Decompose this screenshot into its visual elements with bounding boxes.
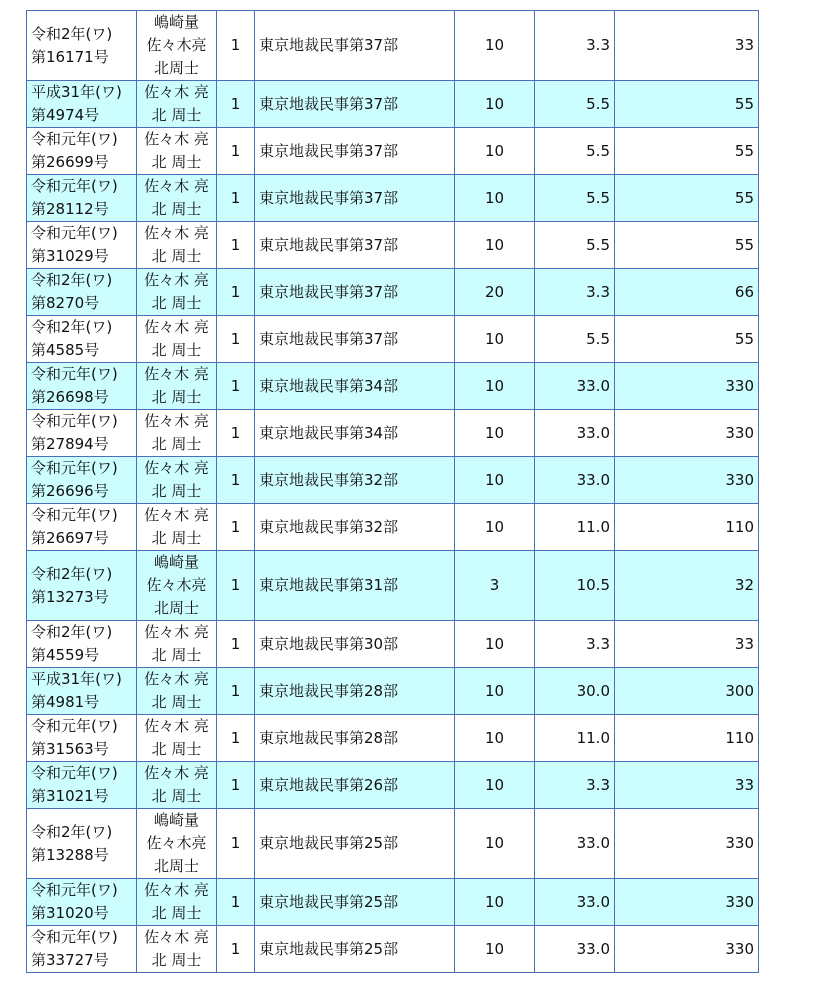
attorney-name: 佐々木亮	[146, 576, 207, 594]
attorney-name: 佐々木 亮	[144, 177, 209, 195]
case-table-body	[27, 11, 759, 973]
attorney-name: 北 周士	[151, 787, 202, 805]
case-number-cell	[27, 809, 137, 879]
table-row	[27, 363, 759, 410]
count-cell: 1	[217, 879, 255, 926]
court-cell: 東京地裁民事第37部	[255, 175, 455, 222]
case-number-cell	[27, 363, 137, 410]
amount-cell: 33.0	[535, 926, 615, 973]
attorneys-cell	[137, 175, 217, 222]
attorney-name: 佐々木 亮	[144, 130, 209, 148]
attorney-name: 佐々木 亮	[144, 318, 209, 336]
attorney-name: 北 周士	[151, 482, 202, 500]
court-cell: 東京地裁民事第37部	[255, 222, 455, 269]
plaintiffs-cell: 10	[455, 715, 535, 762]
case-era: 令和元年(ワ)	[31, 130, 118, 148]
attorney-name: 北 周士	[151, 529, 202, 547]
court-cell: 東京地裁民事第34部	[255, 410, 455, 457]
court-cell: 東京地裁民事第28部	[255, 668, 455, 715]
table-row	[27, 621, 759, 668]
table-row	[27, 457, 759, 504]
attorney-name: 北周士	[153, 599, 199, 617]
attorneys-cell	[137, 504, 217, 551]
plaintiffs-cell: 20	[455, 269, 535, 316]
case-number: 第13288号	[31, 845, 109, 864]
attorney-name: 佐々木 亮	[144, 365, 209, 383]
amount-cell: 11.0	[535, 504, 615, 551]
amount-cell: 33.0	[535, 879, 615, 926]
attorney-name: 佐々木 亮	[144, 670, 209, 688]
case-table	[26, 10, 759, 973]
table-row	[27, 128, 759, 175]
table-row	[27, 809, 759, 879]
table-row	[27, 879, 759, 926]
total-cell: 330	[615, 809, 759, 879]
case-number: 第31020号	[31, 904, 109, 922]
attorneys-cell	[137, 410, 217, 457]
court-cell: 東京地裁民事第32部	[255, 457, 455, 504]
case-number: 第8270号	[31, 294, 100, 312]
plaintiffs-cell: 10	[455, 363, 535, 410]
total-cell: 55	[615, 222, 759, 269]
case-era: 令和2年(ワ)	[31, 318, 113, 336]
table-row	[27, 551, 759, 621]
case-number-cell	[27, 11, 137, 81]
amount-cell: 33.0	[535, 363, 615, 410]
case-number: 第26698号	[31, 388, 109, 406]
plaintiffs-cell: 3	[455, 551, 535, 621]
attorney-name: 北 周士	[151, 693, 202, 711]
case-number-cell	[27, 879, 137, 926]
case-number-cell	[27, 316, 137, 363]
amount-cell: 5.5	[535, 222, 615, 269]
attorney-name: 佐々木 亮	[144, 928, 209, 946]
court-cell: 東京地裁民事第31部	[255, 551, 455, 621]
count-cell: 1	[217, 81, 255, 128]
attorneys-cell	[137, 457, 217, 504]
case-number-cell	[27, 762, 137, 809]
case-number: 第26699号	[31, 153, 109, 171]
attorney-name: 北周士	[153, 857, 199, 875]
plaintiffs-cell: 10	[455, 11, 535, 81]
count-cell: 1	[217, 410, 255, 457]
table-row	[27, 410, 759, 457]
attorney-name: 北 周士	[151, 153, 202, 171]
count-cell: 1	[217, 222, 255, 269]
case-era: 令和元年(ワ)	[31, 224, 118, 242]
case-number: 第13273号	[31, 587, 109, 606]
total-cell: 330	[615, 879, 759, 926]
attorney-name: 佐々木 亮	[144, 83, 209, 101]
count-cell: 1	[217, 316, 255, 363]
case-era: 令和元年(ワ)	[31, 506, 118, 524]
case-era: 令和2年(ワ)	[31, 564, 113, 583]
case-era: 令和元年(ワ)	[31, 928, 118, 946]
plaintiffs-cell: 10	[455, 316, 535, 363]
attorney-name: 佐々木 亮	[144, 412, 209, 430]
case-number-cell	[27, 621, 137, 668]
plaintiffs-cell: 10	[455, 762, 535, 809]
court-cell: 東京地裁民事第37部	[255, 81, 455, 128]
case-number-cell	[27, 410, 137, 457]
plaintiffs-cell: 10	[455, 926, 535, 973]
case-number: 第28112号	[31, 200, 109, 218]
attorneys-cell	[137, 879, 217, 926]
attorney-name: 嶋崎量	[153, 13, 199, 31]
court-cell: 東京地裁民事第26部	[255, 762, 455, 809]
attorney-name: 北 周士	[151, 247, 202, 265]
plaintiffs-cell: 10	[455, 809, 535, 879]
case-era: 令和元年(ワ)	[31, 459, 118, 477]
attorneys-cell	[137, 809, 217, 879]
court-cell: 東京地裁民事第30部	[255, 621, 455, 668]
total-cell: 330	[615, 926, 759, 973]
table-row	[27, 81, 759, 128]
case-number: 第16171号	[31, 47, 109, 66]
total-cell: 110	[615, 715, 759, 762]
attorneys-cell	[137, 762, 217, 809]
court-cell: 東京地裁民事第37部	[255, 11, 455, 81]
total-cell: 32	[615, 551, 759, 621]
attorneys-cell	[137, 316, 217, 363]
attorney-name: 佐々木 亮	[144, 764, 209, 782]
amount-cell: 33.0	[535, 457, 615, 504]
count-cell: 1	[217, 269, 255, 316]
attorney-name: 北 周士	[151, 646, 202, 664]
attorney-name: 佐々木亮	[146, 834, 207, 852]
case-number-cell	[27, 668, 137, 715]
attorneys-cell	[137, 11, 217, 81]
attorney-name: 嶋崎量	[153, 811, 199, 829]
case-number-cell	[27, 926, 137, 973]
table-row	[27, 11, 759, 81]
attorney-name: 佐々木 亮	[144, 506, 209, 524]
case-number-cell	[27, 504, 137, 551]
amount-cell: 5.5	[535, 81, 615, 128]
court-cell: 東京地裁民事第32部	[255, 504, 455, 551]
attorney-name: 嶋崎量	[153, 553, 199, 571]
case-era: 令和2年(ワ)	[31, 271, 113, 289]
plaintiffs-cell: 10	[455, 879, 535, 926]
attorney-name: 北 周士	[151, 200, 202, 218]
court-cell: 東京地裁民事第37部	[255, 269, 455, 316]
amount-cell: 33.0	[535, 809, 615, 879]
case-era: 令和2年(ワ)	[31, 623, 113, 641]
attorney-name: 佐々木 亮	[144, 224, 209, 242]
attorney-name: 佐々木 亮	[144, 623, 209, 641]
plaintiffs-cell: 10	[455, 128, 535, 175]
count-cell: 1	[217, 128, 255, 175]
count-cell: 1	[217, 175, 255, 222]
attorney-name: 北 周士	[151, 294, 202, 312]
case-era: 令和元年(ワ)	[31, 365, 118, 383]
case-number: 第26697号	[31, 529, 109, 547]
count-cell: 1	[217, 809, 255, 879]
attorneys-cell	[137, 222, 217, 269]
attorney-name: 佐々木 亮	[144, 717, 209, 735]
attorney-name: 北 周士	[151, 388, 202, 406]
attorneys-cell	[137, 621, 217, 668]
table-row	[27, 269, 759, 316]
count-cell: 1	[217, 457, 255, 504]
court-cell: 東京地裁民事第25部	[255, 809, 455, 879]
total-cell: 55	[615, 175, 759, 222]
attorney-name: 北 周士	[151, 740, 202, 758]
case-number: 第26696号	[31, 482, 109, 500]
total-cell: 55	[615, 316, 759, 363]
total-cell: 66	[615, 269, 759, 316]
attorney-name: 佐々木 亮	[144, 881, 209, 899]
amount-cell: 3.3	[535, 269, 615, 316]
count-cell: 1	[217, 621, 255, 668]
case-number: 第31029号	[31, 247, 109, 265]
total-cell: 33	[615, 762, 759, 809]
table-row	[27, 175, 759, 222]
case-number-cell	[27, 81, 137, 128]
plaintiffs-cell: 10	[455, 504, 535, 551]
case-number-cell	[27, 128, 137, 175]
case-era: 令和2年(ワ)	[31, 24, 113, 43]
table-row	[27, 926, 759, 973]
amount-cell: 3.3	[535, 762, 615, 809]
case-era: 令和元年(ワ)	[31, 764, 118, 782]
attorneys-cell	[137, 363, 217, 410]
total-cell: 55	[615, 128, 759, 175]
table-row	[27, 316, 759, 363]
attorney-name: 北周士	[153, 59, 199, 77]
case-number: 第4559号	[31, 646, 100, 664]
table-row	[27, 504, 759, 551]
attorneys-cell	[137, 128, 217, 175]
total-cell: 330	[615, 363, 759, 410]
court-cell: 東京地裁民事第37部	[255, 316, 455, 363]
total-cell: 33	[615, 11, 759, 81]
case-number: 第31563号	[31, 740, 109, 758]
case-era: 令和元年(ワ)	[31, 881, 118, 899]
case-number-cell	[27, 175, 137, 222]
court-cell: 東京地裁民事第28部	[255, 715, 455, 762]
attorney-name: 北 周士	[151, 951, 202, 969]
total-cell: 300	[615, 668, 759, 715]
court-cell: 東京地裁民事第34部	[255, 363, 455, 410]
amount-cell: 3.3	[535, 11, 615, 81]
plaintiffs-cell: 10	[455, 222, 535, 269]
plaintiffs-cell: 10	[455, 457, 535, 504]
case-number-cell	[27, 222, 137, 269]
attorneys-cell	[137, 715, 217, 762]
attorney-name: 北 周士	[151, 904, 202, 922]
case-number-cell	[27, 551, 137, 621]
attorney-name: 北 周士	[151, 435, 202, 453]
table-row	[27, 668, 759, 715]
attorney-name: 佐々木 亮	[144, 271, 209, 289]
count-cell: 1	[217, 926, 255, 973]
count-cell: 1	[217, 715, 255, 762]
court-cell: 東京地裁民事第37部	[255, 128, 455, 175]
attorney-name: 北 周士	[151, 106, 202, 124]
total-cell: 110	[615, 504, 759, 551]
count-cell: 1	[217, 762, 255, 809]
case-era: 平成31年(ワ)	[31, 83, 122, 101]
table-row	[27, 762, 759, 809]
case-number: 第31021号	[31, 787, 109, 805]
case-number-cell	[27, 457, 137, 504]
total-cell: 330	[615, 410, 759, 457]
attorney-name: 北 周士	[151, 341, 202, 359]
case-number: 第27894号	[31, 435, 109, 453]
attorneys-cell	[137, 81, 217, 128]
count-cell: 1	[217, 11, 255, 81]
case-era: 平成31年(ワ)	[31, 670, 122, 688]
case-era: 令和2年(ワ)	[31, 822, 113, 841]
case-number: 第4981号	[31, 693, 100, 711]
case-number: 第4585号	[31, 341, 100, 359]
amount-cell: 5.5	[535, 175, 615, 222]
plaintiffs-cell: 10	[455, 81, 535, 128]
plaintiffs-cell: 10	[455, 410, 535, 457]
amount-cell: 11.0	[535, 715, 615, 762]
count-cell: 1	[217, 668, 255, 715]
amount-cell: 10.5	[535, 551, 615, 621]
count-cell: 1	[217, 551, 255, 621]
plaintiffs-cell: 10	[455, 621, 535, 668]
amount-cell: 3.3	[535, 621, 615, 668]
case-number-cell	[27, 269, 137, 316]
table-row	[27, 715, 759, 762]
count-cell: 1	[217, 504, 255, 551]
attorneys-cell	[137, 551, 217, 621]
amount-cell: 5.5	[535, 128, 615, 175]
count-cell: 1	[217, 363, 255, 410]
court-cell: 東京地裁民事第25部	[255, 926, 455, 973]
attorney-name: 佐々木亮	[146, 36, 207, 54]
attorneys-cell	[137, 668, 217, 715]
amount-cell: 5.5	[535, 316, 615, 363]
case-era: 令和元年(ワ)	[31, 177, 118, 195]
total-cell: 55	[615, 81, 759, 128]
court-cell: 東京地裁民事第25部	[255, 879, 455, 926]
attorneys-cell	[137, 926, 217, 973]
plaintiffs-cell: 10	[455, 175, 535, 222]
amount-cell: 30.0	[535, 668, 615, 715]
total-cell: 330	[615, 457, 759, 504]
plaintiffs-cell: 10	[455, 668, 535, 715]
case-era: 令和元年(ワ)	[31, 412, 118, 430]
attorneys-cell	[137, 269, 217, 316]
case-era: 令和元年(ワ)	[31, 717, 118, 735]
total-cell: 33	[615, 621, 759, 668]
table-row	[27, 222, 759, 269]
case-number: 第4974号	[31, 106, 100, 124]
attorney-name: 佐々木 亮	[144, 459, 209, 477]
case-number: 第33727号	[31, 951, 109, 969]
case-number-cell	[27, 715, 137, 762]
amount-cell: 33.0	[535, 410, 615, 457]
